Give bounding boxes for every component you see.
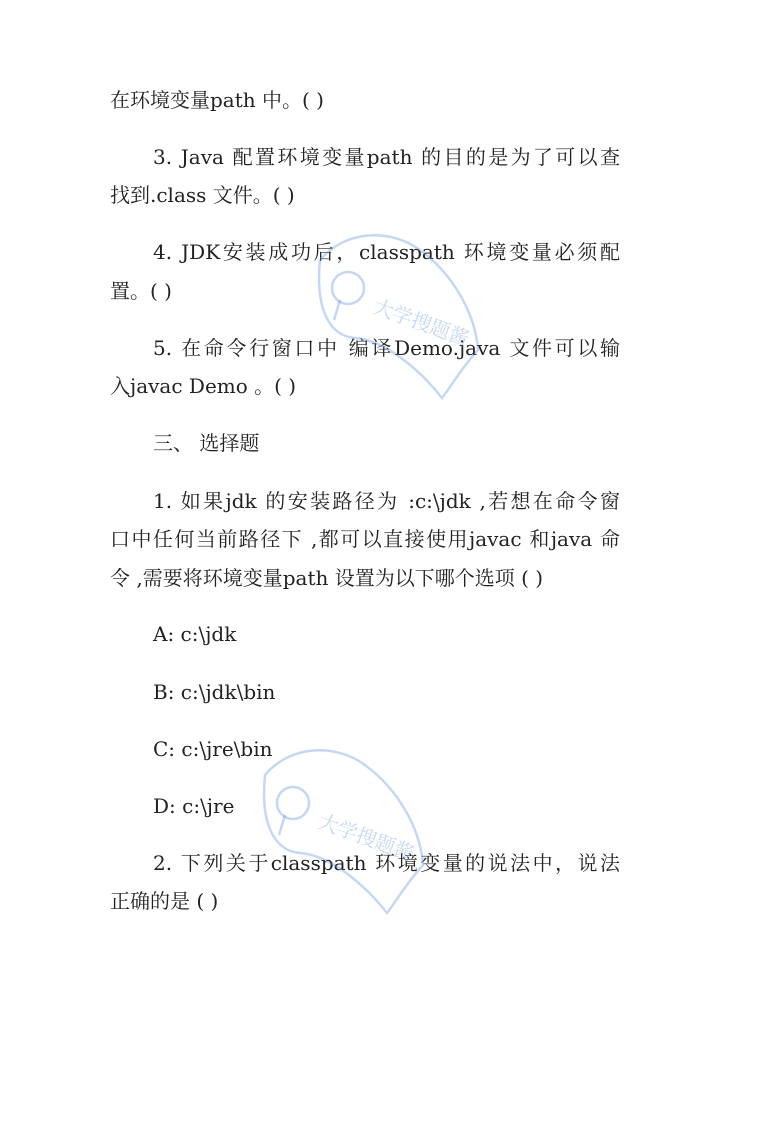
choice-2-line-2: 正确的是 ( ) [110,889,219,913]
question-4-line-2: 置。( ) [110,279,172,303]
text-line: 在环境变量path 中。( ) [110,88,324,112]
choice-1-line-2: 口中任何当前路径下 ,都可以直接使用javac 和java 命 [110,527,620,551]
watermark-text: 大学搜题酱 [370,296,472,351]
watermark-text: 大学搜题酱 [315,811,417,866]
question-4-line-1: 4. JDK安装成功后，classpath 环境变量必须配 [153,240,620,264]
option-d: D: c:\jre [153,794,235,818]
question-5-line-2: 入javac Demo 。( ) [110,374,297,398]
choice-1-line-1: 1. 如果jdk 的安装路径为 :c:\jdk ,若想在命令窗 [153,489,620,513]
option-a: A: c:\jdk [153,622,237,646]
question-5-line-1: 5. 在命令行窗口中 编译Demo.java 文件可以输 [153,336,620,360]
choice-1-line-3: 令 ,需要将环境变量path 设置为以下哪个选项 ( ) [110,566,544,590]
option-c: C: c:\jre\bin [153,737,273,761]
section-heading: 三、 选择题 [153,431,260,455]
question-3-line-1: 3. Java 配置环境变量path 的目的是为了可以查 [153,145,620,169]
question-3-line-2: 找到.class 文件。( ) [110,183,295,207]
option-b: B: c:\jdk\bin [153,680,276,704]
choice-2-line-1: 2. 下列关于classpath 环境变量的说法中，说法 [153,851,620,875]
